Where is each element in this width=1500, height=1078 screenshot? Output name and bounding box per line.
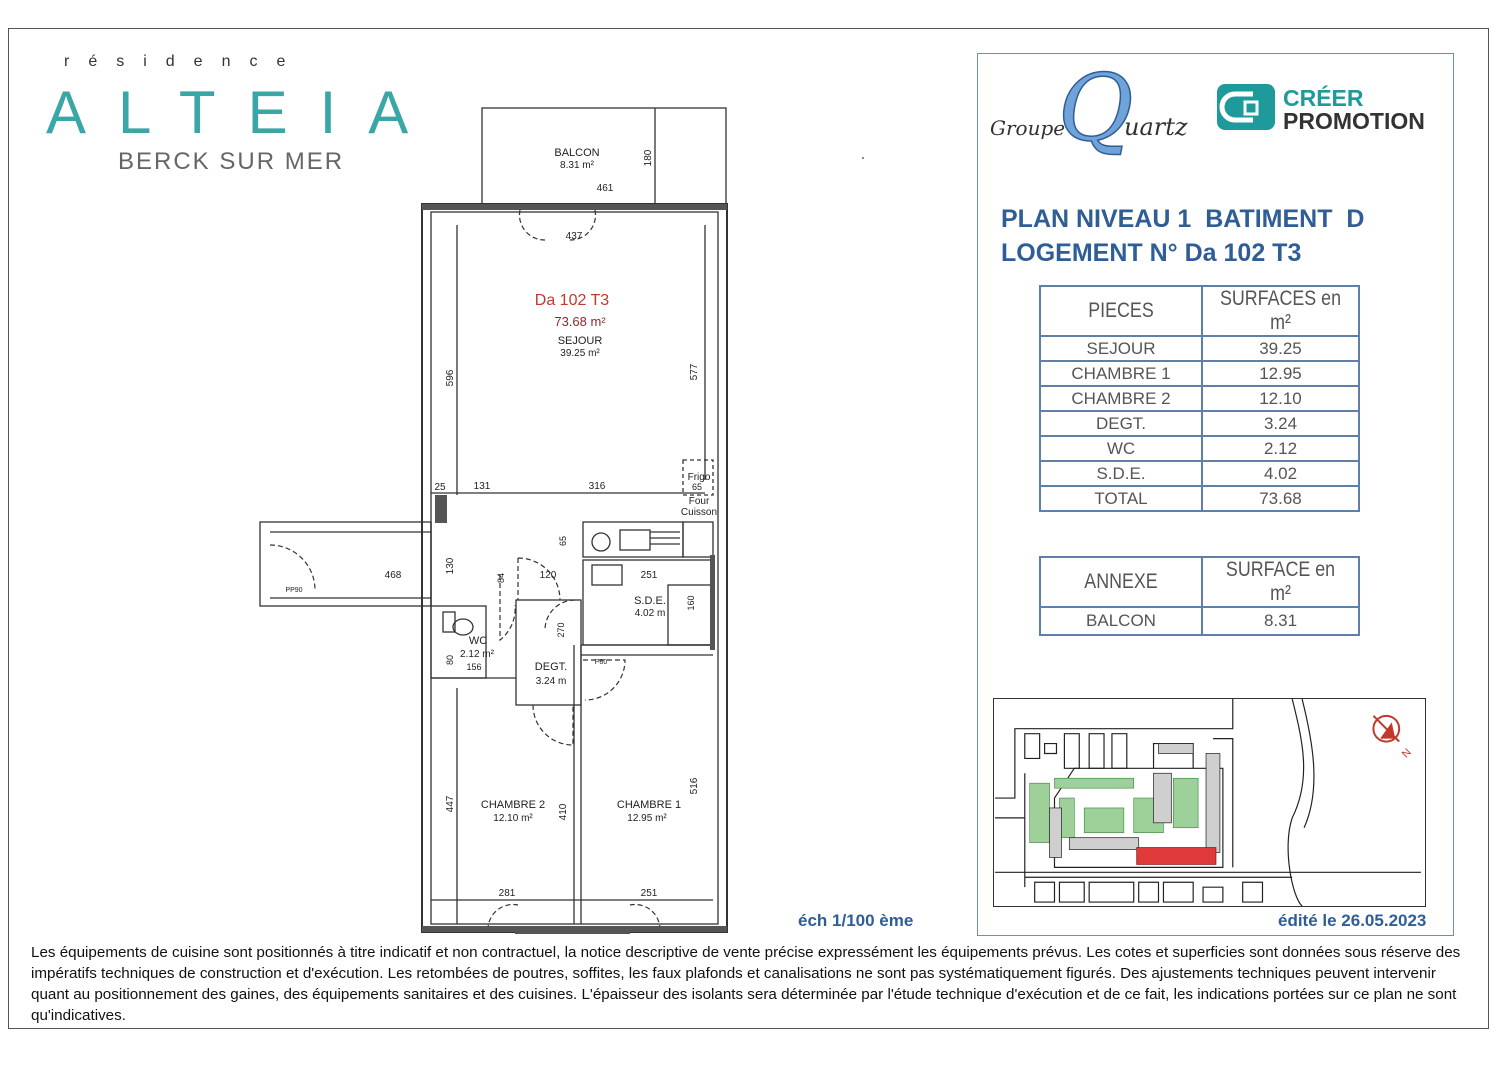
plan-title <box>1001 202 1364 270</box>
dim-25: 25 <box>434 482 446 493</box>
residence-label: résidence <box>64 53 305 70</box>
col-header-pieces: PIECES <box>1052 286 1190 336</box>
stray-dot <box>862 157 864 159</box>
quartz-prefix: Groupe <box>990 116 1066 140</box>
col-header-surface: SURFACE en m² <box>1214 557 1347 607</box>
table-row <box>1040 436 1359 461</box>
dim-316: 316 <box>588 481 606 492</box>
residence-city: BERCK SUR MER <box>118 148 345 175</box>
sejour-label: SEJOUR <box>557 335 603 347</box>
dim-65b: 65 <box>558 535 568 547</box>
balcon-area: 8.31 m² <box>560 160 594 171</box>
degt-area: 3.24 m <box>535 676 567 687</box>
cuisson-label: Cuisson <box>680 507 718 518</box>
four-label: Four <box>688 496 710 507</box>
sejour-area: 39.25 m² <box>560 348 600 359</box>
dim-160: 160 <box>686 595 696 611</box>
room-name: S.D.E. <box>1040 461 1202 486</box>
site-map <box>993 698 1426 907</box>
creer-line1: CRÉER <box>1283 85 1364 111</box>
room-name: CHAMBRE 1 <box>1040 361 1202 386</box>
chambre2-area: 12.10 m² <box>493 813 533 824</box>
room-surface: 12.10 <box>1202 386 1359 411</box>
door-pp90: PP90 <box>285 587 303 594</box>
creer-promotion-logo <box>1215 82 1447 134</box>
dim-130: 130 <box>445 557 456 575</box>
dim-180: 180 <box>643 149 654 167</box>
unit-area: 73.68 m² <box>554 314 606 329</box>
balcon-label: BALCON <box>554 147 600 159</box>
sde-label: S.D.E. <box>634 595 666 607</box>
table-row <box>1040 411 1359 436</box>
svg-text:N: N <box>1399 746 1414 761</box>
unit-name: Da 102 T3 <box>534 292 610 309</box>
dim-120: 120 <box>539 570 557 581</box>
sde-area: 4.02 m <box>634 608 666 619</box>
room-name: TOTAL <box>1040 486 1202 511</box>
dim-410: 410 <box>558 803 569 821</box>
dim-516: 516 <box>689 777 700 795</box>
table-row <box>1040 336 1359 361</box>
quartz-suffix: uartz <box>1124 113 1188 141</box>
wc-label: WC <box>468 635 488 647</box>
wc-area: 2.12 m² <box>460 649 494 660</box>
table-row <box>1040 607 1359 635</box>
room-surface: 3.24 <box>1202 411 1359 436</box>
room-name: WC <box>1040 436 1202 461</box>
room-surface: 2.12 <box>1202 436 1359 461</box>
table-row <box>1040 361 1359 386</box>
degt-label: DEGT. <box>534 661 568 673</box>
table-row <box>1040 486 1359 511</box>
plan-title-line1: PLAN NIVEAU 1 BATIMENT D <box>1001 205 1365 233</box>
chambre2-label: CHAMBRE 2 <box>480 799 546 811</box>
room-surface: 12.95 <box>1202 361 1359 386</box>
dim-596: 596 <box>445 369 456 387</box>
edited-date: édité le 26.05.2023 <box>1278 911 1427 930</box>
dim-461: 461 <box>596 183 614 194</box>
room-name: SEJOUR <box>1040 336 1202 361</box>
room-name: CHAMBRE 2 <box>1040 386 1202 411</box>
frigo-label: Frigo <box>687 472 711 483</box>
dim-437: 437 <box>565 231 583 242</box>
room-surface: 73.68 <box>1202 486 1359 511</box>
dim-80: 80 <box>445 654 455 666</box>
dim-577: 577 <box>689 363 700 381</box>
annex-name: BALCON <box>1040 607 1202 635</box>
door-p80: P80 <box>594 659 608 666</box>
plan-title-line2: LOGEMENT N° Da 102 T3 <box>1001 239 1302 267</box>
room-name: DEGT. <box>1040 411 1202 436</box>
col-header-surfaces: SURFACES en m² <box>1214 286 1347 336</box>
annex-surface: 8.31 <box>1202 607 1359 635</box>
chambre1-area: 12.95 m² <box>627 813 667 824</box>
dim-84: 84 <box>496 572 506 584</box>
scale-label: éch 1/100 ème <box>798 911 914 930</box>
table-row <box>1040 461 1359 486</box>
dim-281: 281 <box>498 888 516 899</box>
dim-131: 131 <box>473 481 491 492</box>
col-header-annexe: ANNEXE <box>1052 557 1190 607</box>
annex-table <box>1039 556 1360 636</box>
map-highlight-building <box>1137 848 1216 865</box>
dim-251a: 251 <box>640 570 658 581</box>
dim-251b: 251 <box>640 888 658 899</box>
room-surface: 39.25 <box>1202 336 1359 361</box>
quartz-q: Q <box>1058 62 1134 162</box>
dim-156: 156 <box>466 662 482 672</box>
dim-468: 468 <box>384 570 402 581</box>
dim-270: 270 <box>556 622 566 638</box>
creer-line2: PROMOTION <box>1283 108 1425 134</box>
floor-plan <box>250 100 740 945</box>
dim-447: 447 <box>445 795 456 813</box>
surfaces-table <box>1039 285 1360 512</box>
dim-65a: 65 <box>691 482 703 492</box>
residence-name: ALTEIA <box>46 79 441 146</box>
room-surface: 4.02 <box>1202 461 1359 486</box>
chambre1-label: CHAMBRE 1 <box>616 799 682 811</box>
groupe-quartz-logo <box>988 62 1198 162</box>
disclaimer-text: Les équipements de cuisine sont positionnés à titre indicatif et non contractuel, la notice descriptive de vente précise expressément les équipements prévus. Les cotes et superficies sont données sous réserve des impératifs techniques de construction et d'exécution. Les retombées de poutres, soffites, les faux plafonds et canalisations ne sont pas systématiquement figurés. Des ajustements techniques peuvent intervenir quant au positionnement des gaines, des équipements sanitaires et des cuisines. L'épaisseur des isolants sera déterminée par l'étude technique d'exécution et de ce fait, les indications portées sur ce plan ne sont qu'indicatives. <box>31 944 1461 1024</box>
table-row <box>1040 386 1359 411</box>
